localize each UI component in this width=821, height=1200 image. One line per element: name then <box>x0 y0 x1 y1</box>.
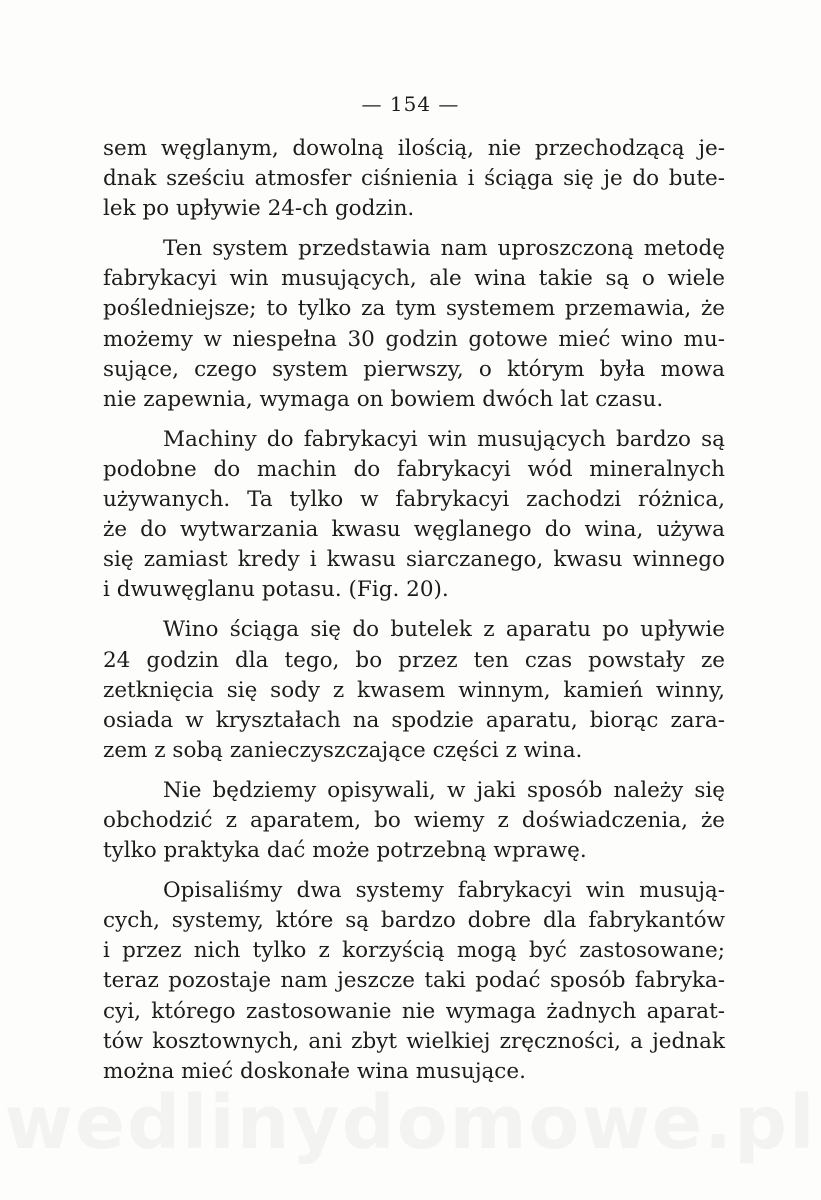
paragraph-5 <box>103 776 725 866</box>
text-line: że do wytwarzania kwasu węglanego do wina, używa <box>103 517 725 543</box>
text-line: Machiny do fabrykacyi win musujących bardzo są <box>163 426 725 452</box>
paragraph-2 <box>103 234 725 415</box>
text-line: i przez nich tylko z korzyścią mogą być zastosowane; <box>103 938 725 964</box>
text-line: sem węglanym, dowolną ilością, nie przechodzącą je- <box>103 136 725 161</box>
watermark: wedlinydomowe.pl <box>4 1080 817 1166</box>
text-line: zetknięcia się sody z kwasem winnym, kamień winny, <box>103 677 725 703</box>
text-line: cych, systemy, które są bardzo dobre dla fabrykantów <box>103 908 725 934</box>
text-line: dnak sześciu atmosfer ciśnienia i ściąga się je do bute- <box>103 166 725 192</box>
paragraph-6 <box>103 876 725 1087</box>
text-line: używanych. Ta tylko w fabrykacyi zachodzi różnica, <box>103 487 725 513</box>
text-line: tylko praktyka dać może potrzebną wprawę. <box>103 838 587 864</box>
body-text <box>103 134 725 1087</box>
text-line: Nie będziemy opisywali, w jaki sposób należy się <box>163 777 725 803</box>
text-line: lek po upływie 24-ch godzin. <box>103 196 415 222</box>
text-line: Opisaliśmy dwa systemy fabrykacyi win musują- <box>163 878 725 904</box>
text-line: Wino ściąga się do butelek z aparatu po upływie <box>163 617 725 643</box>
text-line: podobne do machin do fabrykacyi wód mineralnych <box>103 456 725 482</box>
text-line: cyi, którego zastosowanie nie wymaga żadnych aparat- <box>103 998 725 1024</box>
text-line: możemy w niespełna 30 godzin gotowe mieć wino mu- <box>103 326 725 352</box>
text-line: 24 godzin dla tego, bo przez ten czas powstały ze <box>103 647 725 673</box>
text-line: osiada w kryształach na spodzie aparatu, biorąc zara- <box>103 707 725 733</box>
page-number: — 154 — <box>361 92 460 116</box>
paragraph-4 <box>103 615 725 765</box>
text-line: i dwuwęglanu potasu. (Fig. 20). <box>103 577 449 603</box>
text-line: obchodzić z aparatem, bo wiemy z doświadczenia, że <box>103 807 725 833</box>
paragraph-3 <box>103 425 725 606</box>
text-line: można mieć doskonałe wina musujące. <box>103 1058 526 1084</box>
text-line: pośledniejsze; to tylko za tym systemem przemawia, że <box>103 296 725 322</box>
text-line: fabrykacyi win musujących, ale wina takie są o wiele <box>103 266 725 292</box>
paragraph-1 <box>103 134 725 224</box>
text-line: sujące, czego system pierwszy, o którym była mowa <box>103 356 725 382</box>
text-line: się zamiast kredy i kwasu siarczanego, kwasu winnego <box>103 547 725 573</box>
text-line: zem z sobą zanieczyszczające części z wina. <box>103 737 583 763</box>
text-line: teraz pozostaje nam jeszcze taki podać sposób fabryka- <box>103 968 725 994</box>
text-line: Ten system przedstawia nam uproszczoną metodę <box>163 236 725 262</box>
text-line: nie zapewnia, wymaga on bowiem dwóch lat czasu. <box>103 386 664 412</box>
text-line: tów kosztownych, ani zbyt wielkiej zręczności, a jednak <box>103 1028 725 1054</box>
